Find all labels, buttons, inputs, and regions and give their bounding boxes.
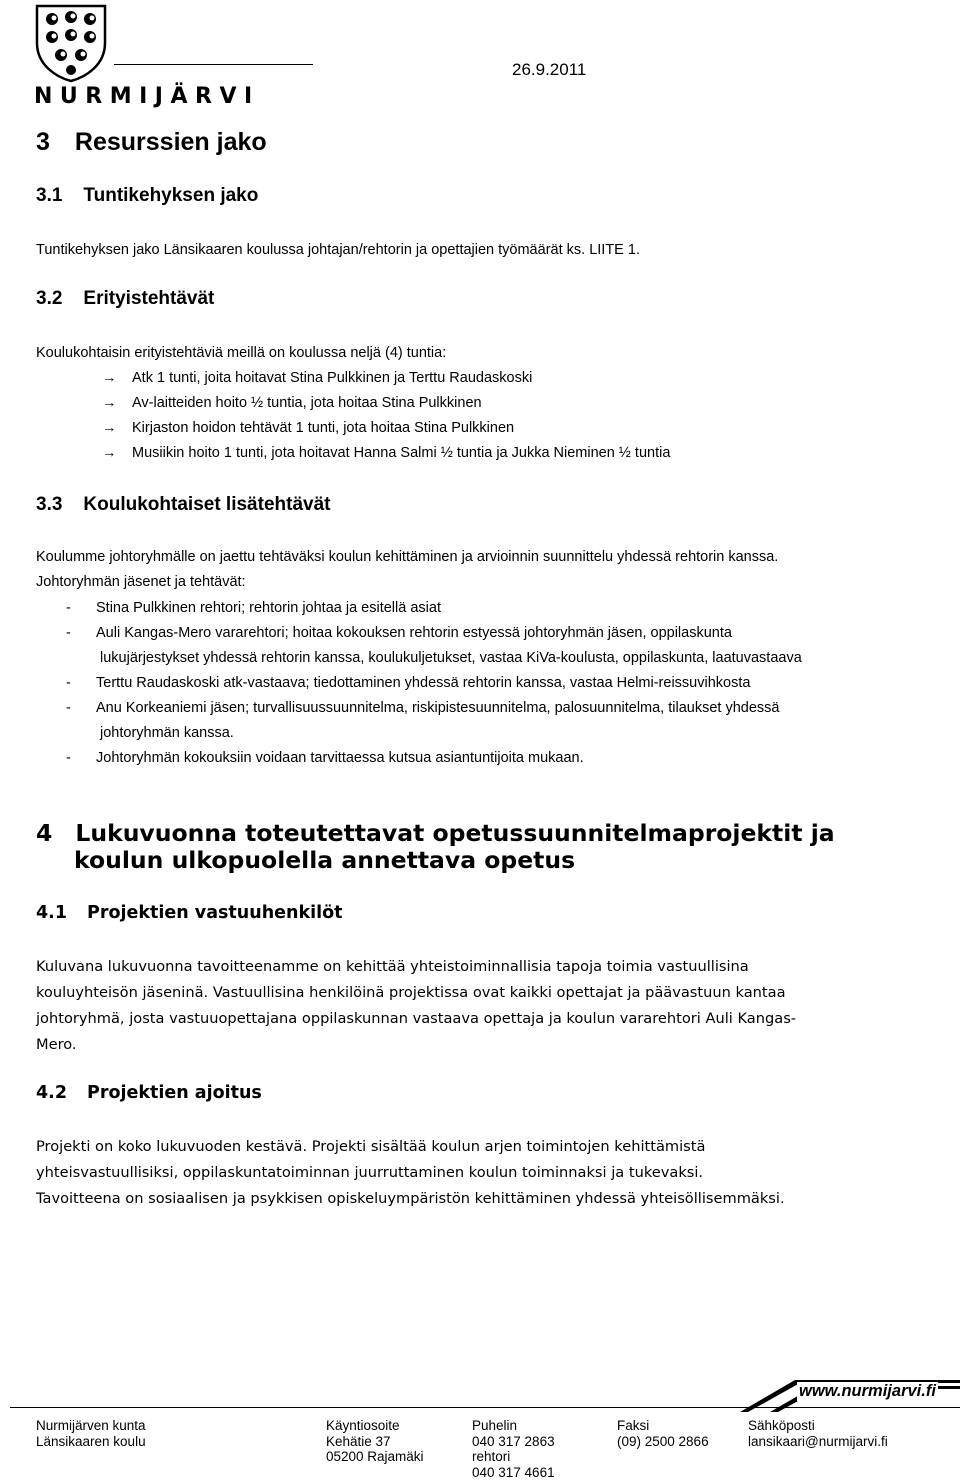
footer-text: Länsikaaren koulu bbox=[36, 1434, 146, 1450]
section-4-heading bbox=[36, 820, 835, 874]
section-4-1-paragraph bbox=[36, 954, 796, 1058]
list-item-text: Stina Pulkkinen rehtori; rehtorin johtaa ja esitellä asiat bbox=[96, 600, 441, 616]
list-item-text: Av-laitteiden hoito ½ tuntia, jota hoitaa Stina Pulkkinen bbox=[132, 395, 482, 411]
arrow-right-icon: → bbox=[102, 441, 120, 466]
footer-col-phone bbox=[472, 1418, 555, 1480]
section-3-3-subheading: Johtoryhmän jäsenet ja tehtävät: bbox=[36, 570, 246, 595]
list-item-text: Musiikin hoito 1 tunti, jota hoitavat Hanna Salmi ½ tuntia ja Jukka Nieminen ½ tuntia bbox=[132, 445, 670, 461]
paragraph-line: Kuluvana lukuvuonna tavoitteenamme on kehittää yhteistoiminnallisia tapoja toimia vastuullisina bbox=[36, 954, 796, 980]
list-item bbox=[102, 416, 670, 441]
paragraph-line: Mero. bbox=[36, 1032, 796, 1058]
list-item bbox=[66, 671, 802, 696]
footer-text: Puhelin bbox=[472, 1418, 555, 1434]
footer-text: 040 317 2863 bbox=[472, 1434, 555, 1450]
footer-text: rehtori bbox=[472, 1449, 555, 1465]
section-3-2-intro: Koulukohtaisin erityistehtäviä meillä on koulussa neljä (4) tuntia: bbox=[36, 341, 446, 366]
list-item-continuation: johtoryhmän kanssa. bbox=[66, 721, 802, 746]
footer-text: Faksi bbox=[617, 1418, 709, 1434]
section-number: 3.3 bbox=[36, 494, 62, 515]
footer-text: Käyntiosoite bbox=[326, 1418, 424, 1434]
footer-text: Kehätie 37 bbox=[326, 1434, 424, 1450]
section-4-1-heading bbox=[36, 903, 343, 923]
list-item-text: Atk 1 tunti, joita hoitavat Stina Pulkkinen ja Terttu Raudaskoski bbox=[132, 370, 532, 386]
section-3-1-heading bbox=[36, 185, 258, 207]
list-item-text: Terttu Raudaskoski atk-vastaava; tiedottaminen yhdessä rehtorin kanssa, vastaa Helmi-reissuvihkosta bbox=[96, 675, 750, 691]
list-item-text: Auli Kangas-Mero vararehtori; hoitaa kokouksen rehtorin estyessä johtoryhmän jäsen, oppilaskunta bbox=[96, 625, 732, 641]
section-4-2-heading bbox=[36, 1083, 262, 1103]
arrow-list bbox=[102, 366, 670, 466]
section-title: Erityistehtävät bbox=[83, 288, 214, 309]
section-3-3-heading bbox=[36, 494, 330, 516]
paragraph-line: Tavoitteena on sosiaalisen ja psykkisen opiskeluympäristön kehittäminen yhdessä yhteisöllisemmäksi. bbox=[36, 1186, 785, 1212]
list-item bbox=[66, 696, 802, 721]
arrow-right-icon: → bbox=[102, 416, 120, 441]
coat-of-arms-logo bbox=[34, 3, 108, 83]
brand-wordmark: NURMIJÄRVI bbox=[34, 84, 260, 109]
section-title-continuation: koulun ulkopuolella annettava opetus bbox=[36, 847, 835, 874]
footer-col-fax bbox=[617, 1418, 709, 1449]
footer-text: Sähköposti bbox=[748, 1418, 888, 1434]
list-item bbox=[66, 746, 802, 771]
document-date: 26.9.2011 bbox=[512, 60, 586, 80]
paragraph-line: kouluyhteisön jäseninä. Vastuullisina henkilöinä projektissa ovat kaikki opettajat ja päävastuun kantaa bbox=[36, 980, 796, 1006]
footer-col-organization bbox=[36, 1418, 146, 1449]
list-item bbox=[66, 621, 802, 646]
section-3-heading bbox=[36, 128, 267, 157]
paragraph-line: Projekti on koko lukuvuoden kestävä. Projekti sisältää koulun arjen toimintojen kehittämistä bbox=[36, 1134, 785, 1160]
footer-text: 05200 Rajamäki bbox=[326, 1449, 424, 1465]
list-item bbox=[102, 391, 670, 416]
list-item bbox=[102, 366, 670, 391]
section-title: Lukuvuonna toteutettavat opetussuunnitelmaprojektit ja bbox=[75, 819, 834, 847]
section-number: 4.1 bbox=[36, 903, 67, 923]
website-link[interactable]: www.nurmijarvi.fi bbox=[797, 1382, 938, 1401]
dash-bullet: - bbox=[66, 671, 96, 696]
dash-bullet: - bbox=[66, 621, 96, 646]
section-3-3-paragraph: Koulumme johtoryhmälle on jaettu tehtäväksi koulun kehittäminen ja arvioinnin suunnittelu yhdessä rehtorin kanssa. bbox=[36, 545, 778, 570]
footer-col-address bbox=[326, 1418, 424, 1465]
section-title: Resurssien jako bbox=[75, 128, 267, 156]
section-4-2-paragraph bbox=[36, 1134, 785, 1212]
header-rule bbox=[114, 64, 313, 65]
footer-rule bbox=[10, 1407, 960, 1408]
section-number: 4 bbox=[36, 819, 52, 847]
footer-text: Nurmijärven kunta bbox=[36, 1418, 146, 1434]
paragraph-line: yhteisvastuullisiksi, oppilaskuntatoiminnan juurruttaminen koulun toiminnaksi ja tukevaksi. bbox=[36, 1160, 785, 1186]
dash-bullet: - bbox=[66, 696, 96, 721]
section-3-2-heading bbox=[36, 288, 214, 310]
section-3-1-text: Tuntikehyksen jako Länsikaaren koulussa johtajan/rehtorin ja opettajien työmäärät ks. LIITE 1. bbox=[36, 238, 640, 263]
footer-text: (09) 2500 2866 bbox=[617, 1434, 709, 1450]
list-item-text: Johtoryhmän kokouksiin voidaan tarvittaessa kutsua asiantuntijoita mukaan. bbox=[96, 750, 584, 766]
dash-list bbox=[66, 596, 802, 771]
section-number: 3 bbox=[36, 128, 50, 156]
section-title: Koulukohtaiset lisätehtävät bbox=[83, 494, 330, 515]
arrow-right-icon: → bbox=[102, 366, 120, 391]
footer-col-email bbox=[748, 1418, 888, 1449]
section-number: 3.2 bbox=[36, 288, 62, 309]
list-item-text: Anu Korkeaniemi jäsen; turvallisuussuunnitelma, riskipistesuunnitelma, palosuunnitelma, tilaukset yhdessä bbox=[96, 700, 779, 716]
section-title: Projektien ajoitus bbox=[87, 1083, 262, 1103]
dash-bullet: - bbox=[66, 596, 96, 621]
list-item-continuation: lukujärjestykset yhdessä rehtorin kanssa, koulukuljetukset, vastaa KiVa-koulusta, oppilaskunta, laatuvastaava bbox=[66, 646, 802, 671]
arrow-right-icon: → bbox=[102, 391, 120, 416]
section-title: Projektien vastuuhenkilöt bbox=[87, 903, 343, 923]
list-item bbox=[66, 596, 802, 621]
list-item bbox=[102, 441, 670, 466]
section-number: 4.2 bbox=[36, 1083, 67, 1103]
email-link[interactable]: lansikaari@nurmijarvi.fi bbox=[748, 1434, 888, 1450]
section-title: Tuntikehyksen jako bbox=[83, 185, 258, 206]
dash-bullet: - bbox=[66, 746, 96, 771]
section-number: 3.1 bbox=[36, 185, 62, 206]
paragraph-line: johtoryhmä, josta vastuuopettajana oppilaskunnan vastaava opettaja ja koulun vararehtori Auli Kangas- bbox=[36, 1006, 796, 1032]
list-item-text: Kirjaston hoidon tehtävät 1 tunti, jota hoitaa Stina Pulkkinen bbox=[132, 420, 514, 436]
footer-text: 040 317 4661 bbox=[472, 1465, 555, 1480]
